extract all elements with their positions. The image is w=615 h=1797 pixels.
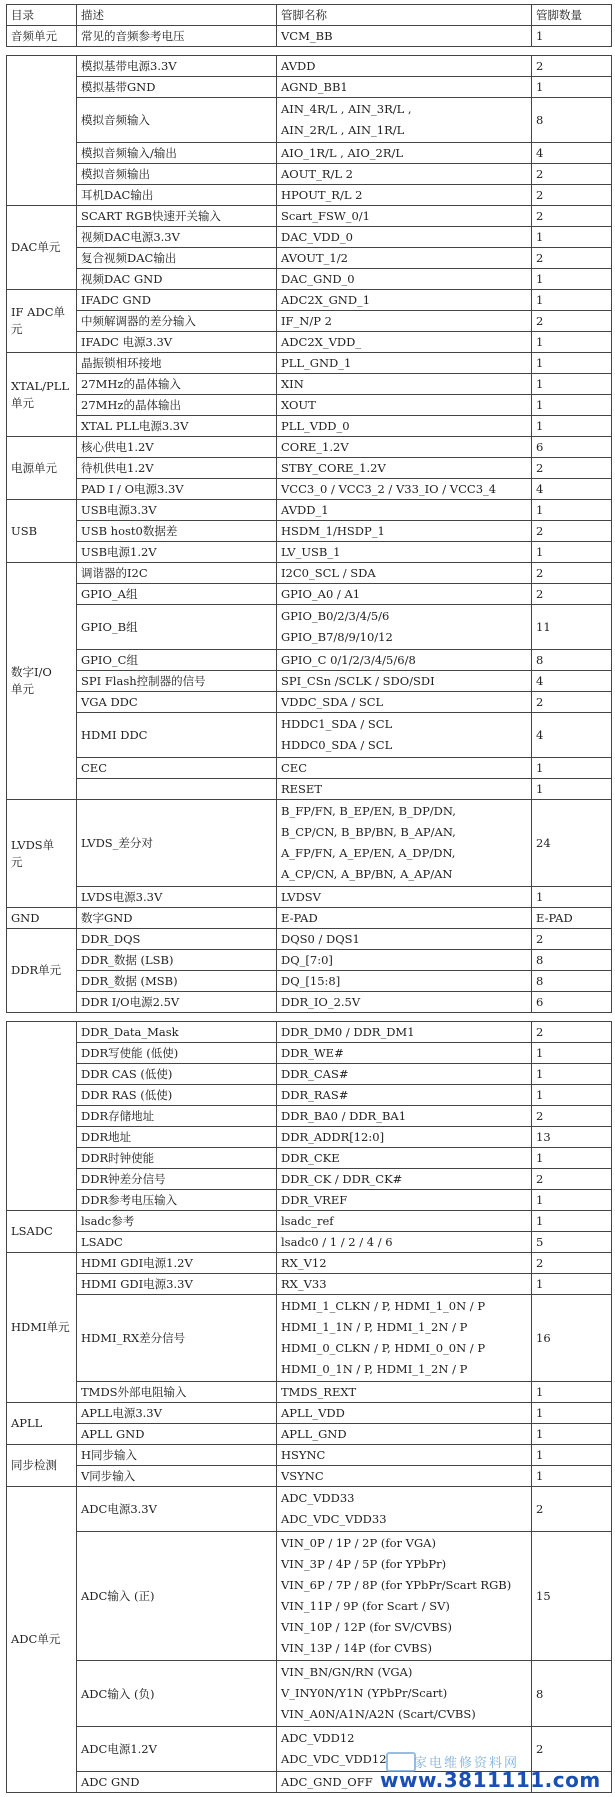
pin-table [6,4,612,1793]
description-cell: APLL电源3.3V [77,1403,277,1424]
pin-name-cell: XIN [277,374,532,395]
description-cell: 复合视频DAC输出 [77,248,277,269]
pin-count-cell: 1 [532,1445,612,1466]
pin-count-cell: 1 [532,1382,612,1403]
description-cell: SPI Flash控制器的信号 [77,671,277,692]
category-cell: 电源单元 [7,437,77,500]
description-cell: DDR时钟使能 [77,1148,277,1169]
table-row [7,290,612,311]
table-row [7,1274,612,1295]
description-cell: 视频DAC电源3.3V [77,227,277,248]
table-row [7,164,612,185]
description-cell: 核心供电1.2V [77,437,277,458]
pin-name-cell: I2C0_SCL / SDA [277,563,532,584]
pin-name-cell: DDR_BA0 / DDR_BA1 [277,1106,532,1127]
pin-name-cell: GPIO_C 0/1/2/3/4/5/6/8 [277,650,532,671]
table-row [7,1295,612,1382]
pin-count-cell: 2 [532,458,612,479]
pin-count-cell: 8 [532,98,612,143]
pin-count-cell: 1 [532,332,612,353]
pin-count-cell: 1 [532,1424,612,1445]
description-cell [77,779,277,800]
description-cell: CEC [77,758,277,779]
table-row [7,1211,612,1232]
header-pin-name: 管脚名称 [277,5,532,26]
description-cell: V同步输入 [77,1466,277,1487]
table-row [7,458,612,479]
description-cell: DDR CAS (低使) [77,1064,277,1085]
description-cell: USB电源1.2V [77,542,277,563]
pin-name-cell: ADC2X_VDD_ [277,332,532,353]
table-row [7,1253,612,1274]
category-cell: DDR单元 [7,929,77,1013]
description-cell: DDR钟差分信号 [77,1169,277,1190]
pin-count-cell: 6 [532,992,612,1013]
pin-name-cell: HDMI_1_CLKN / P, HDMI_1_0N / P HDMI_1_1N / P, HDMI_1_2N / P HDMI_0_CLKN / P, HDMI_0_0N / P HDMI_0_1N / P, HDMI_1_2N / P [277,1295,532,1382]
description-cell: lsadc参考 [77,1211,277,1232]
pin-name-cell: HPOUT_R/L 2 [277,185,532,206]
pin-count-cell: 15 [532,1532,612,1661]
section-gap [7,1013,612,1022]
table-row [7,1064,612,1085]
description-cell: 中频解调器的差分输入 [77,311,277,332]
pin-count-cell: 1 [532,269,612,290]
table-row [7,584,612,605]
description-cell: HDMI GDI电源1.2V [77,1253,277,1274]
pin-name-cell: AIN_4R/L , AIN_3R/L , AIN_2R/L , AIN_1R/L [277,98,532,143]
pin-name-cell: RESET [277,779,532,800]
pin-count-cell: 2 [532,1169,612,1190]
pin-count-cell: 4 [532,143,612,164]
pin-name-cell: APLL_GND [277,1424,532,1445]
pin-count-cell: 4 [532,479,612,500]
table-row [7,1127,612,1148]
watermark-url: www.3811111.com [380,1768,601,1792]
pin-name-cell: DDR_ADDR[12:0] [277,1127,532,1148]
table-row [7,971,612,992]
table-row [7,26,612,47]
pin-name-cell: SPI_CSn /SCLK / SDO/SDI [277,671,532,692]
pin-count-cell: 1 [532,1148,612,1169]
table-row [7,1148,612,1169]
table-row [7,800,612,887]
table-row [7,248,612,269]
description-cell: GPIO_C组 [77,650,277,671]
pin-name-cell: STBY_CORE_1.2V [277,458,532,479]
pin-name-cell: VIN_0P / 1P / 2P (for VGA) VIN_3P / 4P / 5P (for YPbPr) VIN_6P / 7P / 8P (for YPbPr/Scart RGB) VIN_11P / 9P (for Scart / SV) VIN_10P / 12P (for SV/CVBS) VIN_13P / 14P (for CVBS) [277,1532,532,1661]
table-row [7,1085,612,1106]
pin-name-cell: DDR_DM0 / DDR_DM1 [277,1022,532,1043]
pin-table-body [7,5,612,1793]
description-cell: ADC输入 (正) [77,1532,277,1661]
pin-name-cell: HDDC1_SDA / SCL HDDC0_SDA / SCL [277,713,532,758]
pin-name-cell: VDDC_SDA / SCL [277,692,532,713]
table-row [7,1106,612,1127]
table-row [7,1661,612,1727]
category-cell: DAC单元 [7,206,77,290]
pin-name-cell: VCM_BB [277,26,532,47]
description-cell: DDR I/O电源2.5V [77,992,277,1013]
pin-count-cell: 1 [532,290,612,311]
table-row [7,1169,612,1190]
pin-count-cell: 11 [532,605,612,650]
pin-name-cell: lsadc0 / 1 / 2 / 4 / 6 [277,1232,532,1253]
description-cell: DDR写使能 (低使) [77,1043,277,1064]
table-row [7,1022,612,1043]
pin-count-cell: 1 [532,77,612,98]
table-row [7,1445,612,1466]
table-row [7,908,612,929]
pin-name-cell: DAC_GND_0 [277,269,532,290]
description-cell: 待机供电1.2V [77,458,277,479]
pin-count-cell: 1 [532,542,612,563]
description-cell: 模拟基带GND [77,77,277,98]
pin-count-cell: 8 [532,1661,612,1727]
description-cell: 数字GND [77,908,277,929]
pin-name-cell: AVDD [277,56,532,77]
table-row [7,1487,612,1532]
pin-count-cell: 1 [532,1064,612,1085]
description-cell: 调谐器的I2C [77,563,277,584]
table-row [7,416,612,437]
table-row [7,521,612,542]
header-category: 目录 [7,5,77,26]
table-row [7,887,612,908]
pin-name-cell: CORE_1.2V [277,437,532,458]
pin-name-cell: AVDD_1 [277,500,532,521]
pin-name-cell: LV_USB_1 [277,542,532,563]
pin-count-cell: 4 [532,671,612,692]
description-cell: HDMI_RX差分信号 [77,1295,277,1382]
pin-count-cell: 1 [532,1190,612,1211]
table-row [7,1190,612,1211]
description-cell: 模拟基带电源3.3V [77,56,277,77]
pin-name-cell: E-PAD [277,908,532,929]
pin-count-cell: 1 [532,26,612,47]
table-row [7,227,612,248]
description-cell: SCART RGB快速开关输入 [77,206,277,227]
pin-count-cell: 2 [532,311,612,332]
pin-name-cell: Scart_FSW_0/1 [277,206,532,227]
table-row [7,1532,612,1661]
pin-count-cell: 8 [532,971,612,992]
pin-name-cell: VIN_BN/GN/RN (VGA) V_INY0N/Y1N (YPbPr/Scart) VIN_A0N/A1N/A2N (Scart/CVBS) [277,1661,532,1727]
pin-count-cell: 2 [532,185,612,206]
pin-count-cell: 2 [532,929,612,950]
description-cell: ADC电源1.2V [77,1727,277,1772]
pin-count-cell: 2 [532,584,612,605]
pin-count-cell: 8 [532,650,612,671]
description-cell: HDMI GDI电源3.3V [77,1274,277,1295]
pin-name-cell: DQS0 / DQS1 [277,929,532,950]
category-cell: ADC单元 [7,1487,77,1793]
pin-count-cell: 2 [532,563,612,584]
pin-count-cell: 1 [532,1085,612,1106]
table-row [7,542,612,563]
pin-name-cell: DDR_CK / DDR_CK# [277,1169,532,1190]
category-cell [7,56,77,206]
pin-name-cell: GPIO_B0/2/3/4/5/6 GPIO_B7/8/9/10/12 [277,605,532,650]
table-row [7,77,612,98]
table-row [7,1403,612,1424]
pin-name-cell: VCC3_0 / VCC3_2 / V33_IO / VCC3_4 [277,479,532,500]
category-cell: 音频单元 [7,26,77,47]
pin-name-cell: RX_V33 [277,1274,532,1295]
description-cell: GPIO_B组 [77,605,277,650]
pin-count-cell: 2 [532,206,612,227]
table-row [7,374,612,395]
pin-name-cell: HSYNC [277,1445,532,1466]
table-row [7,1043,612,1064]
pin-count-cell: 1 [532,1403,612,1424]
description-cell: DDR存储地址 [77,1106,277,1127]
table-row [7,1424,612,1445]
description-cell: XTAL PLL电源3.3V [77,416,277,437]
table-row [7,650,612,671]
pin-name-cell: DAC_VDD_0 [277,227,532,248]
section-gap [7,47,612,56]
pin-count-cell: 1 [532,1466,612,1487]
description-cell: USB电源3.3V [77,500,277,521]
pin-name-cell: DQ_[15:8] [277,971,532,992]
category-cell: 数字I/O 单元 [7,563,77,800]
pin-count-cell: 2 [532,56,612,77]
pin-count-cell: 1 [532,887,612,908]
pin-count-cell: 2 [532,164,612,185]
pin-name-cell: DDR_CAS# [277,1064,532,1085]
table-row [7,992,612,1013]
pin-count-cell: 1 [532,779,612,800]
pin-name-cell: DDR_VREF [277,1190,532,1211]
pin-name-cell: ADC_VDD33 ADC_VDC_VDD33 [277,1487,532,1532]
pin-count-cell: 2 [532,692,612,713]
header-row [7,5,612,26]
pin-count-cell: 2 [532,1253,612,1274]
description-cell: 模拟音频输入 [77,98,277,143]
category-cell: LVDS单 元 [7,800,77,908]
description-cell: DDR地址 [77,1127,277,1148]
table-row [7,1382,612,1403]
description-cell: APLL GND [77,1424,277,1445]
table-row [7,98,612,143]
pin-count-cell: 5 [532,1232,612,1253]
header-description: 描述 [77,5,277,26]
pin-name-cell: lsadc_ref [277,1211,532,1232]
description-cell: 27MHz的晶体输出 [77,395,277,416]
pin-name-cell: AGND_BB1 [277,77,532,98]
table-row [7,605,612,650]
table-row [7,563,612,584]
pin-count-cell: 2 [532,1022,612,1043]
category-cell: IF ADC单 元 [7,290,77,353]
table-row [7,500,612,521]
pin-name-cell: IF_N/P 2 [277,311,532,332]
pin-name-cell: ADC_GND_OFF [277,1772,532,1793]
pin-count-cell: 8 [532,950,612,971]
description-cell: VGA DDC [77,692,277,713]
pin-count-cell: 1 [532,1211,612,1232]
description-cell: ADC GND [77,1772,277,1793]
pin-count-cell: 13 [532,1127,612,1148]
pin-name-cell: ADC_VDD12 ADC_VDC_VDD12 [277,1727,532,1772]
description-cell: 视频DAC GND [77,269,277,290]
description-cell: DDR_DQS [77,929,277,950]
table-row [7,437,612,458]
description-cell: TMDS外部电阻输入 [77,1382,277,1403]
description-cell: IFADC 电源3.3V [77,332,277,353]
pin-name-cell: PLL_VDD_0 [277,416,532,437]
pin-name-cell: AIO_1R/L , AIO_2R/L [277,143,532,164]
pin-name-cell: GPIO_A0 / A1 [277,584,532,605]
table-row [7,395,612,416]
pin-count-cell: 16 [532,1295,612,1382]
pin-name-cell: DQ_[7:0] [277,950,532,971]
pin-count-cell: 24 [532,800,612,887]
pin-name-cell: B_FP/FN, B_EP/EN, B_DP/DN, B_CP/CN, B_BP/BN, B_AP/AN, A_FP/FN, A_EP/EN, A_DP/DN, A_CP/CN, A_BP/BN, A_AP/AN [277,800,532,887]
description-cell: LVDS_差分对 [77,800,277,887]
description-cell: 常见的音频参考电压 [77,26,277,47]
pin-count-cell: E-PAD [532,908,612,929]
description-cell: 模拟音频输入/输出 [77,143,277,164]
pin-name-cell: APLL_VDD [277,1403,532,1424]
description-cell: DDR_Data_Mask [77,1022,277,1043]
watermark-site-name: 家电维修资料网 [414,1756,520,1771]
table-row [7,332,612,353]
pin-name-cell: DDR_RAS# [277,1085,532,1106]
pin-count-cell: 1 [532,395,612,416]
pin-name-cell: PLL_GND_1 [277,353,532,374]
table-row [7,269,612,290]
pin-count-cell: 2 [532,1727,612,1772]
watermark [380,1752,610,1794]
table-row [7,779,612,800]
pin-count-cell: 2 [532,1487,612,1532]
description-cell: 模拟音频输出 [77,164,277,185]
pin-count-cell: 2 [532,1106,612,1127]
category-cell: GND [7,908,77,929]
description-cell: LVDS电源3.3V [77,887,277,908]
table-row [7,1232,612,1253]
table-row [7,311,612,332]
pin-name-cell: DDR_IO_2.5V [277,992,532,1013]
description-cell: DDR RAS (低使) [77,1085,277,1106]
description-cell: 晶振锁相环接地 [77,353,277,374]
pin-count-cell: 2 [532,521,612,542]
description-cell: 耳机DAC输出 [77,185,277,206]
pin-name-cell: XOUT [277,395,532,416]
table-row [7,950,612,971]
table-row [7,692,612,713]
table-row [7,143,612,164]
category-cell: APLL [7,1403,77,1445]
pin-count-cell: 6 [532,437,612,458]
pin-count-cell: 1 [532,227,612,248]
description-cell: DDR_数据 (LSB) [77,950,277,971]
table-row [7,185,612,206]
pin-name-cell: TMDS_REXT [277,1382,532,1403]
description-cell: H同步输入 [77,1445,277,1466]
pin-count-cell: 1 [532,500,612,521]
pin-count-cell: 1 [532,416,612,437]
gap-cell [7,1013,612,1022]
pin-name-cell: DDR_WE# [277,1043,532,1064]
category-cell [7,1022,77,1211]
header-pin-count: 管脚数量 [532,5,612,26]
pin-name-cell: ADC2X_GND_1 [277,290,532,311]
category-cell: LSADC [7,1211,77,1253]
description-cell: IFADC GND [77,290,277,311]
table-row [7,713,612,758]
description-cell: DDR_数据 (MSB) [77,971,277,992]
gap-cell [7,47,612,56]
pin-count-cell: 2 [532,248,612,269]
table-row [7,56,612,77]
pin-name-cell: AOUT_R/L 2 [277,164,532,185]
pin-name-cell: VSYNC [277,1466,532,1487]
description-cell: PAD I / O电源3.3V [77,479,277,500]
table-row [7,758,612,779]
description-cell: ADC电源3.3V [77,1487,277,1532]
category-cell: XTAL/PLL 单元 [7,353,77,437]
description-cell: DDR参考电压输入 [77,1190,277,1211]
description-cell: 27MHz的晶体输入 [77,374,277,395]
description-cell: GPIO_A组 [77,584,277,605]
pin-name-cell: CEC [277,758,532,779]
pin-count-cell: 1 [532,1274,612,1295]
table-row [7,1466,612,1487]
description-cell: USB host0数据差 [77,521,277,542]
pin-name-cell: HSDM_1/HSDP_1 [277,521,532,542]
description-cell: HDMI DDC [77,713,277,758]
pin-count-cell: 1 [532,353,612,374]
table-row [7,353,612,374]
pin-count-cell: 1 [532,1043,612,1064]
pin-count-cell: 1 [532,758,612,779]
table-row [7,671,612,692]
pin-count-cell: 1 [532,374,612,395]
pin-name-cell: LVDSV [277,887,532,908]
table-row [7,206,612,227]
table-row [7,929,612,950]
table-row [7,479,612,500]
category-cell: USB [7,500,77,563]
description-cell: ADC输入 (负) [77,1661,277,1727]
category-cell: 同步检测 [7,1445,77,1487]
pin-count-cell: 4 [532,713,612,758]
pin-name-cell: AVOUT_1/2 [277,248,532,269]
pin-table-page [6,4,611,1793]
category-cell: HDMI单元 [7,1253,77,1403]
pin-name-cell: RX_V12 [277,1253,532,1274]
pin-name-cell: DDR_CKE [277,1148,532,1169]
description-cell: LSADC [77,1232,277,1253]
